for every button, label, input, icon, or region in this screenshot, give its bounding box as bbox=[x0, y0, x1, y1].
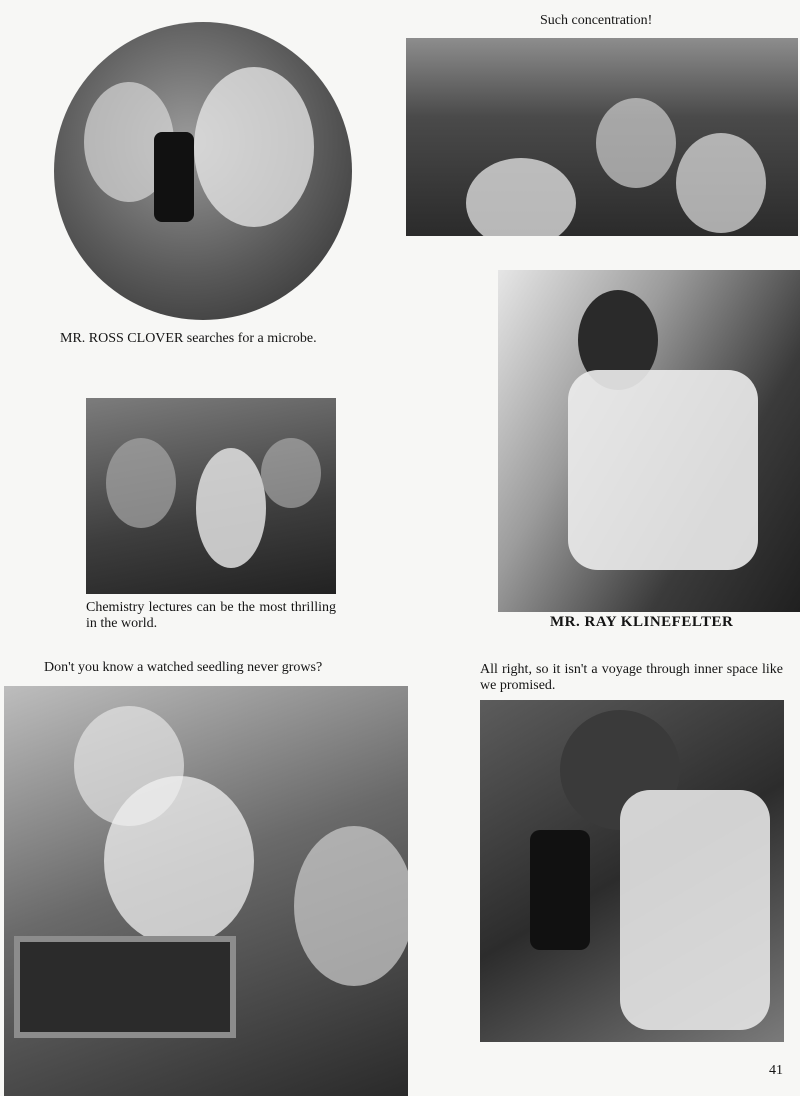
caption-voyage: All right, so it isn't a voyage through inner space like we promised. bbox=[480, 662, 783, 693]
caption-klinefelter: MR. RAY KLINEFELTER bbox=[550, 614, 734, 630]
photo-teacher-microscope bbox=[54, 22, 352, 320]
photo-figure-student bbox=[196, 448, 266, 568]
photo-seedling-trays bbox=[4, 686, 408, 1096]
photo-figure-student bbox=[106, 438, 176, 528]
photo-figure-student bbox=[104, 776, 254, 946]
microscope-shape bbox=[154, 132, 194, 222]
photo-classroom-concentration bbox=[406, 38, 798, 236]
caption-chemistry: Chemistry lectures can be the most thrilling in the world. bbox=[86, 600, 336, 631]
photo-chemistry-lecture bbox=[86, 398, 336, 594]
microscope-shape bbox=[530, 830, 590, 950]
photo-figure-student bbox=[294, 826, 408, 986]
photo-figure-student bbox=[676, 133, 766, 233]
photo-student-microscope bbox=[480, 700, 784, 1042]
photo-figure-student bbox=[466, 158, 576, 236]
photo-figure-teacher bbox=[568, 370, 758, 570]
photo-ray-klinefelter bbox=[498, 270, 800, 612]
photo-figure-teacher bbox=[194, 67, 314, 227]
caption-seedling: Don't you know a watched seedling never grows? bbox=[44, 660, 323, 675]
seedling-tray bbox=[14, 936, 236, 1038]
photo-figure-student bbox=[261, 438, 321, 508]
caption-concentration: Such concentration! bbox=[540, 13, 653, 28]
photo-figure-student bbox=[596, 98, 676, 188]
caption-clover: MR. ROSS CLOVER searches for a microbe. bbox=[60, 331, 317, 346]
photo-figure-student bbox=[620, 790, 770, 1030]
page-number: 41 bbox=[769, 1063, 783, 1078]
